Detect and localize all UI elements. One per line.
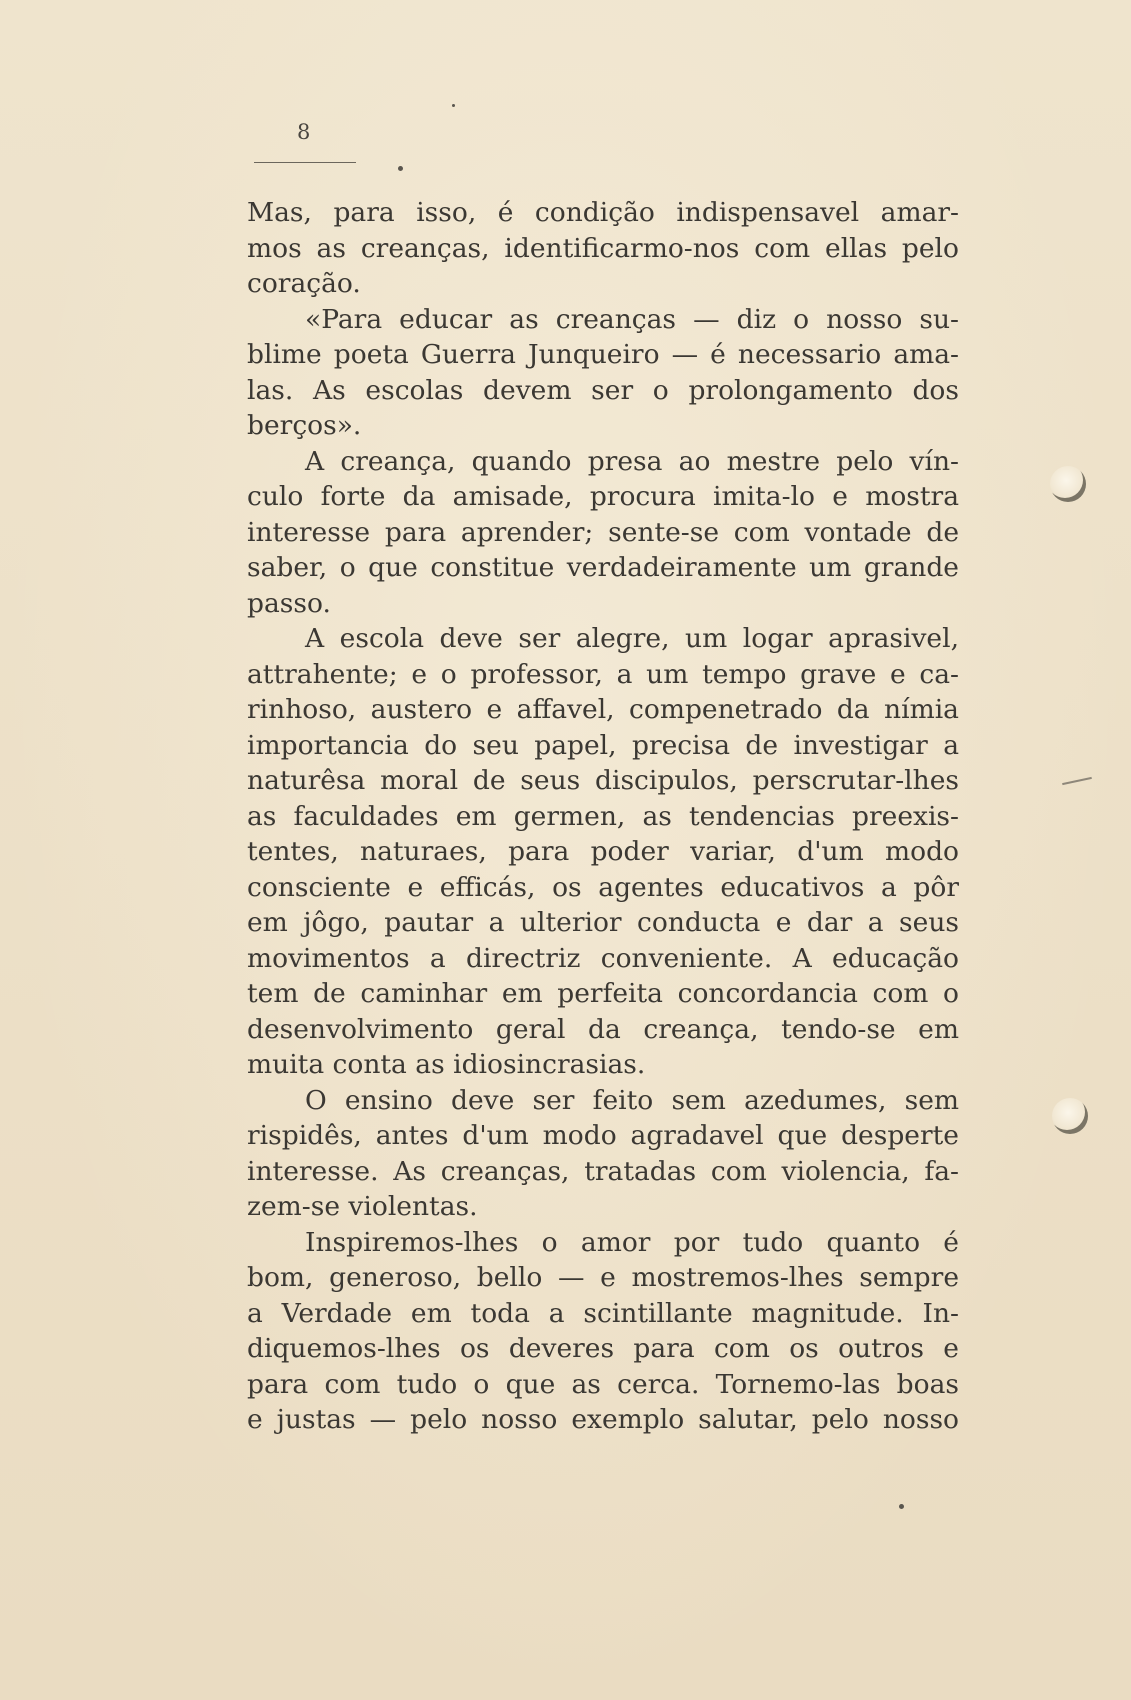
text-line: blime poeta Guerra Junqueiro — é necessario ama-: [247, 339, 959, 370]
text-line: em jôgo, pautar a ulterior conducta e dar a seus: [247, 907, 959, 938]
text-line: e justas — pelo nosso exemplo salutar, pelo nosso: [247, 1404, 959, 1435]
text-line: Inspiremos-lhes o amor por tudo quanto é: [305, 1226, 959, 1258]
text-line: a Verdade em toda a scintillante magnitude. In-: [247, 1297, 959, 1329]
text-line: tem de caminhar em perfeita concordancia com o: [247, 978, 959, 1009]
text-line: saber, o que constitue verdadeiramente um grande: [247, 552, 959, 583]
ink-speck: [899, 1504, 904, 1509]
text-line: consciente e efficás, os agentes educativos a pôr: [247, 871, 959, 903]
text-line: interesse. As creanças, tratadas com violencia, fa-: [247, 1155, 959, 1187]
text-line: attrahente; e o professor, a um tempo grave e ca-: [247, 658, 959, 690]
body-text: [247, 195, 959, 1438]
text-line: A escola deve ser alegre, um logar aprasivel,: [305, 623, 959, 654]
text-line: passo.: [247, 587, 331, 619]
text-line: O ensino deve ser feito sem azedumes, sem: [305, 1084, 959, 1116]
binding-hole: [1052, 1098, 1088, 1134]
page-number: 8: [297, 120, 312, 144]
text-line: as faculdades em germen, as tendencias preexis-: [247, 800, 959, 832]
text-line: A creança, quando presa ao mestre pelo vín-: [305, 445, 959, 477]
text-line: Mas, para isso, é condição indispensavel amar-: [247, 197, 959, 228]
ink-speck: [452, 104, 455, 107]
text-line: interesse para aprender; sente-se com vontade de: [247, 516, 959, 548]
text-line: culo forte da amisade, procura imita-lo e mostra: [247, 481, 959, 512]
text-line: mos as creanças, identificarmo-nos com ellas pelo: [247, 232, 959, 264]
text-line: coração.: [247, 268, 361, 299]
text-line: rispidês, antes d'um modo agradavel que desperte: [247, 1120, 959, 1151]
binding-mark: [1062, 777, 1092, 785]
text-line: muita conta as idiosincrasias.: [247, 1049, 646, 1080]
ink-speck: [398, 166, 403, 171]
text-line: berços».: [247, 410, 362, 441]
text-line: zem-se violentas.: [247, 1191, 478, 1222]
binding-hole: [1050, 466, 1086, 502]
text-line: tentes, naturaes, para poder variar, d'um modo: [247, 836, 959, 867]
header-rule: [254, 162, 356, 163]
text-line: para com tudo o que as cerca. Tornemo-las boas: [247, 1368, 959, 1400]
text-line: las. As escolas devem ser o prolongamento dos: [247, 374, 959, 406]
text-line: bom, generoso, bello — e mostremos-lhes sempre: [247, 1262, 959, 1293]
text-line: movimentos a directriz conveniente. A educação: [247, 942, 959, 974]
text-line: naturêsa moral de seus discipulos, perscrutar-lhes: [247, 765, 959, 796]
text-line: diquemos-lhes os deveres para com os outros e: [247, 1333, 959, 1364]
text-line: importancia do seu papel, precisa de investigar a: [247, 729, 959, 761]
text-line: desenvolvimento geral da creança, tendo-se em: [247, 1013, 959, 1045]
text-line: «Para educar as creanças — diz o nosso su-: [305, 303, 959, 335]
text-line: rinhoso, austero e affavel, compenetrado da nímia: [247, 694, 959, 725]
